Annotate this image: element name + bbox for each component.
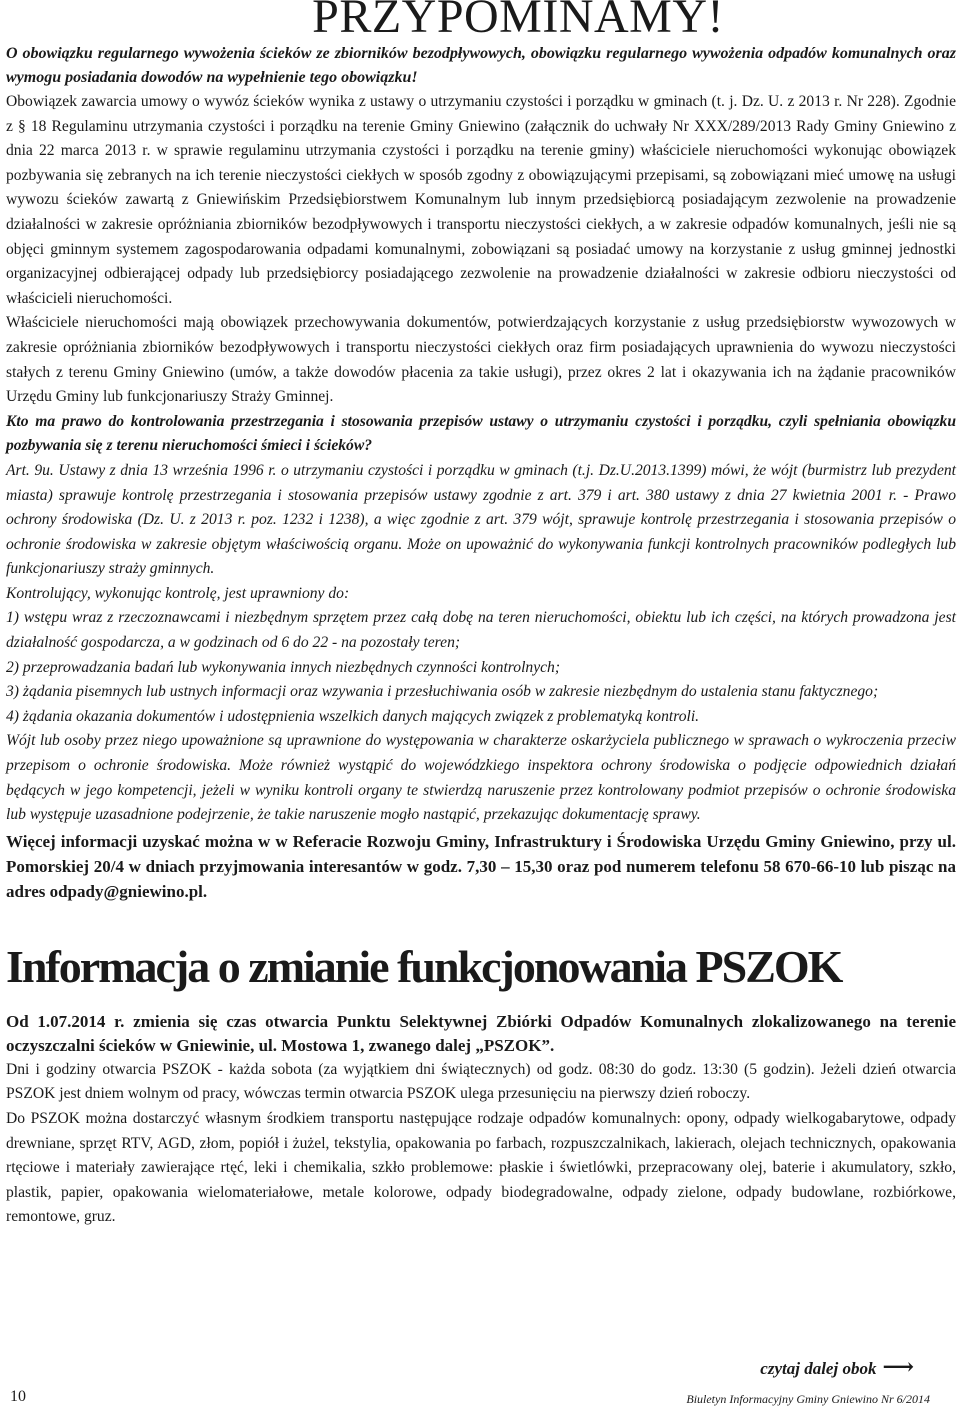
- paragraph-legal: Art. 9u. Ustawy z dnia 13 września 1996 r. o utrzymaniu czystości i porządku w gminach (t.j. Dz.U.2013.1399) mówi, że wójt (burmistrz lub prezydent miasta) sprawuje kontrolę przestrzegania i stosowania przepisów ustawy zgodnie z art. 379 i art. 380 ustawy z dnia 27 kwietnia 2001 r. - Prawo ochrony środowiska (Dz. U. z 2013 r. poz. 1232 i 1238), a więc zgodnie z art. 379 wójt, sprawuje kontrolę przestrzegania i stosowania przepisów o ochronie środowiska w zakresie objętym właściwością organu. Może on upoważnić do wykonywania funkcji kontrolnych pracowników podległych lub funkcjonariuszy straży gminnych.: [6, 461, 956, 578]
- paragraph-documents: Właściciele nieruchomości mają obowiązek przechowywania dokumentów, potwierdzających korzystanie z usług przedsiębiorstw wywozowych w zakresie opróżniania zbiorników bezodpływowych i transportu nieczystości ciekłych oraz firm posiadających uprawnienia do wywozu nieczystości stałych z terenu Gminy Gniewino (umów, a także dowodów płacenia za takie usługi), przez okres 2 lat i okazywania ich na żądanie pracowników Urzędu Gminy lub funkcjonariuszy Straży Gminnej.: [6, 314, 956, 406]
- pszok-title: Informacja o zmianie funkcjonowania PSZOK: [6, 940, 842, 992]
- publication-footer: Biuletyn Informacyjny Gminy Gniewino Nr 6/2014: [686, 1392, 930, 1406]
- list-item: 3) żądania pisemnych lub ustnych informacji oraz wzywania i przesłuchiwania osób w zakresie niezbędnym do ustalenia stanu faktycznego;: [6, 683, 879, 701]
- page: [6, 0, 956, 1230]
- page-title: PRZYPOMINAMY!: [312, 0, 724, 43]
- list-item: 1) wstępu wraz z rzeczoznawcami i niezbędnym sprzętem przez całą dobę na teren nieruchomości, obiektu lub ich części, na których prowadzona jest działalność gospodarcza, a w godzinach od 6 do 22 - na pozostały teren;: [6, 609, 956, 652]
- paragraph-prosecutor: Wójt lub osoby przez niego upoważnione są uprawnione do występowania w charakterze oskarżyciela publicznego w sprawach o wykroczenia przeciw przepisom o ochronie środowiska. Może również wystąpić do wojewódzkiego inspektora ochrony środowiska o podjęcie odpowiednich działań będących w jego kompetencji, jeżeli w wyniku kontroli organy te stwierdzą naruszenie przez kontrolowany podmiot przepisów o ochronie środowiska lub występuje uzasadnione podejrzenie, że takie naruszenie mogło nastąpić, przekazując dokumentację sprawy.: [6, 732, 956, 824]
- continue-reading: [760, 1354, 914, 1380]
- paragraph-inspector-rights: Kontrolujący, wykonując kontrolę, jest uprawniony do:: [6, 584, 350, 602]
- pszok-hours: Dni i godziny otwarcia PSZOK - każda sobota (za wyjątkiem dni świątecznych) od godz. 08:30 do godz. 13:30 (5 godzin). Jeżeli dzień otwarcia PSZOK jest dniem wolnym od pracy, wówczas termin otwarcia PSZOK ulega przesunięciu na pierwszy dzień roboczy.: [6, 1060, 956, 1103]
- contact-info: Więcej informacji uzyskać można w w Referacie Rozwoju Gminy, Infrastruktury i Środowiska Urzędu Gminy Gniewino, przy ul. Pomorskiej 20/4 w dniach przyjmowania interesantów w godz. 7,30 – 15,30 oraz pod numerem telefonu 58 670-66-10 lub pisząc na adres odpady@gniewino.pl.: [6, 831, 956, 901]
- page-number: 10: [10, 1388, 26, 1405]
- list-item: 4) żądania okazania dokumentów i udostępnienia wszelkich danych mających związek z problematyką kontroli.: [6, 707, 700, 725]
- list-item: 2) przeprowadzania badań lub wykonywania innych niezbędnych czynności kontrolnych;: [6, 658, 561, 676]
- lead-text: O obowiązku regularnego wywożenia ścieków ze zbiorników bezodpływowych, obowiązku regularnego wywożenia odpadów komunalnych oraz wymogu posiadania dowodów na wypełnienie tego obowiązku!: [6, 45, 956, 86]
- continue-label: czytaj dalej obok: [760, 1359, 877, 1378]
- pszok-waste-types: Do PSZOK można dostarczyć własnym środkiem transportu następujące rodzaje odpadów komunalnych: opony, odpady wielkogabarytowe, odpady drewniane, sprzęt RTV, AGD, złom, popiół i żużel, tekstylia, opakowania po farbach, rozpuszczalnikach, lakierach, olejach technicznych, opakowania rtęciowe i materiały zawierające rtęć, leki i chemikalia, szkło problemowe: płaskie i świetlówki, przepracowany olej, baterie i akumulatory, szkło, plastik, papier, opakowania wielomateriałowe, metale kolorowe, odpady biodegradowalne, odpady zielone, odpady budowlane, rozbiórkowe, remontowe, gruz.: [6, 1110, 956, 1226]
- right-arrow-icon: ⟶: [882, 1354, 914, 1379]
- paragraph-obligation: Obowiązek zawarcia umowy o wywóz ścieków wynika z ustawy o utrzymaniu czystości i porządku w gminach (t. j. Dz. U. z 2013 r. Nr 228). Zgodnie z § 18 Regulaminu utrzymania czystości i porządku na terenie Gminy Gniewino (załącznik do uchwały Nr XXX/289/2013 Rady Gminy Gniewino z dnia 22 marca 2013 r. w sprawie regulaminu utrzymania czystości i porządku na terenie gminy) właściciele nieruchomości wykonując obowiązek pozbywania się zebranych na ich terenie nieczystości ciekłych w sposób zgodny z obowiązującymi przepisami, są zobowiązani mieć umowę na usługi wywozu ścieków zawartą z Gniewińskim Przedsiębiorstwem Komunalnym lub innym przedsiębiorcą posiadającym zezwolenie na prowadzenie działalności w zakresie opróżniania zbiorników bezodpływowych i transportu nieczystości ciekłych, a w zakresie odpadów komunalnych, jeśli nie są objęci gminnym systemem zagospodarowania odpadami komunalnymi, zobowiązani są posiadać umowy na korzystanie z usług gminnej jednostki organizacyjnej odbierającej odpady lub przedsiębiorcy posiadającego zezwolenie na prowadzenie działalności w zakresie odbioru nieczystości od właścicieli nieruchomości.: [6, 93, 956, 307]
- question-heading: Kto ma prawo do kontrolowania przestrzegania i stosowania przepisów ustawy o utrzymaniu czystości i porządku, czyli spełniania obowiązku pozbywania się z terenu nieruchomości śmieci i ścieków?: [6, 412, 956, 455]
- pszok-lead: Od 1.07.2014 r. zmienia się czas otwarcia Punktu Selektywnej Zbiórki Odpadów Komunalnych zlokalizowanego na terenie oczyszczalni ścieków w Gniewinie, ul. Mostowa 1, zwanego dalej „PSZOK”.: [6, 1011, 956, 1055]
